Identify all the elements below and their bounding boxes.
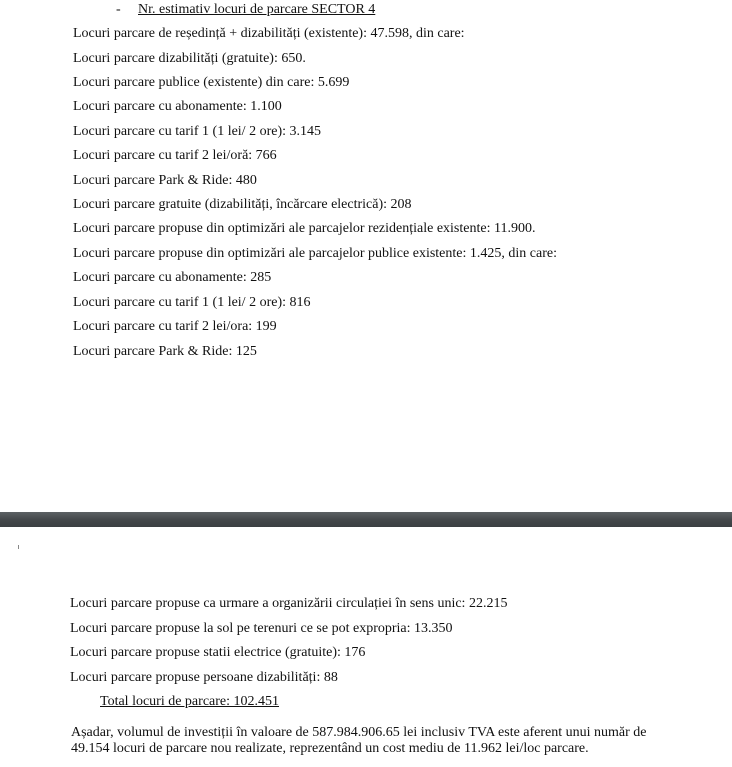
text-line: Locuri parcare propuse din optimizări ale parcajelor publice existente: 1.425, din care: [73, 246, 557, 261]
margin-mark [18, 545, 19, 549]
text-line: Locuri parcare cu tarif 1 (1 lei/ 2 ore): 816 [73, 295, 311, 310]
conclusion-paragraph: Așadar, volumul de investiții în valoare de 587.984.906.65 lei inclusiv TVA este aferent unui număr de 49.154 locuri de parcare nou realizate, reprezentând un cost mediu de 11.962 lei/loc parcare. [71, 725, 647, 756]
text-line: Locuri parcare propuse statii electrice (gratuite): 176 [70, 645, 366, 660]
text-line: Locuri parcare cu abonamente: 1.100 [73, 99, 282, 114]
text-line: Locuri parcare de reședință + dizabilități (existente): 47.598, din care: [73, 26, 465, 41]
document-page-bottom [0, 527, 732, 767]
total-line: Total locuri de parcare: 102.451 [100, 694, 280, 709]
text-line: Locuri parcare propuse din optimizări ale parcajelor rezidențiale existente: 11.900. [73, 221, 536, 236]
text-line: Locuri parcare cu tarif 1 (1 lei/ 2 ore): 3.145 [73, 124, 322, 139]
section-heading [116, 2, 375, 18]
heading-title: Nr. estimativ locuri de parcare SECTOR 4 [138, 2, 376, 17]
text-line: Locuri parcare publice (existente) din care: 5.699 [73, 75, 350, 90]
text-line: Locuri parcare gratuite (dizabilități, încărcare electrică): 208 [73, 197, 412, 212]
text-line: Locuri parcare Park & Ride: 125 [73, 344, 257, 359]
text-line: Locuri parcare propuse ca urmare a organizării circulației în sens unic: 22.215 [70, 596, 508, 611]
text-line: Locuri parcare propuse la sol pe terenuri ce se pot expropria: 13.350 [70, 621, 453, 636]
text-line: Locuri parcare propuse persoane dizabilități: 88 [70, 670, 338, 685]
page-separator [0, 512, 732, 527]
text-line: Locuri parcare dizabilități (gratuite): 650. [73, 51, 306, 66]
text-line: Locuri parcare cu tarif 2 lei/ora: 199 [73, 319, 277, 334]
heading-bullet: - [116, 2, 121, 17]
text-line: Locuri parcare cu tarif 2 lei/oră: 766 [73, 148, 277, 163]
text-line: Locuri parcare Park & Ride: 480 [73, 173, 257, 188]
text-line: Locuri parcare cu abonamente: 285 [73, 270, 272, 285]
